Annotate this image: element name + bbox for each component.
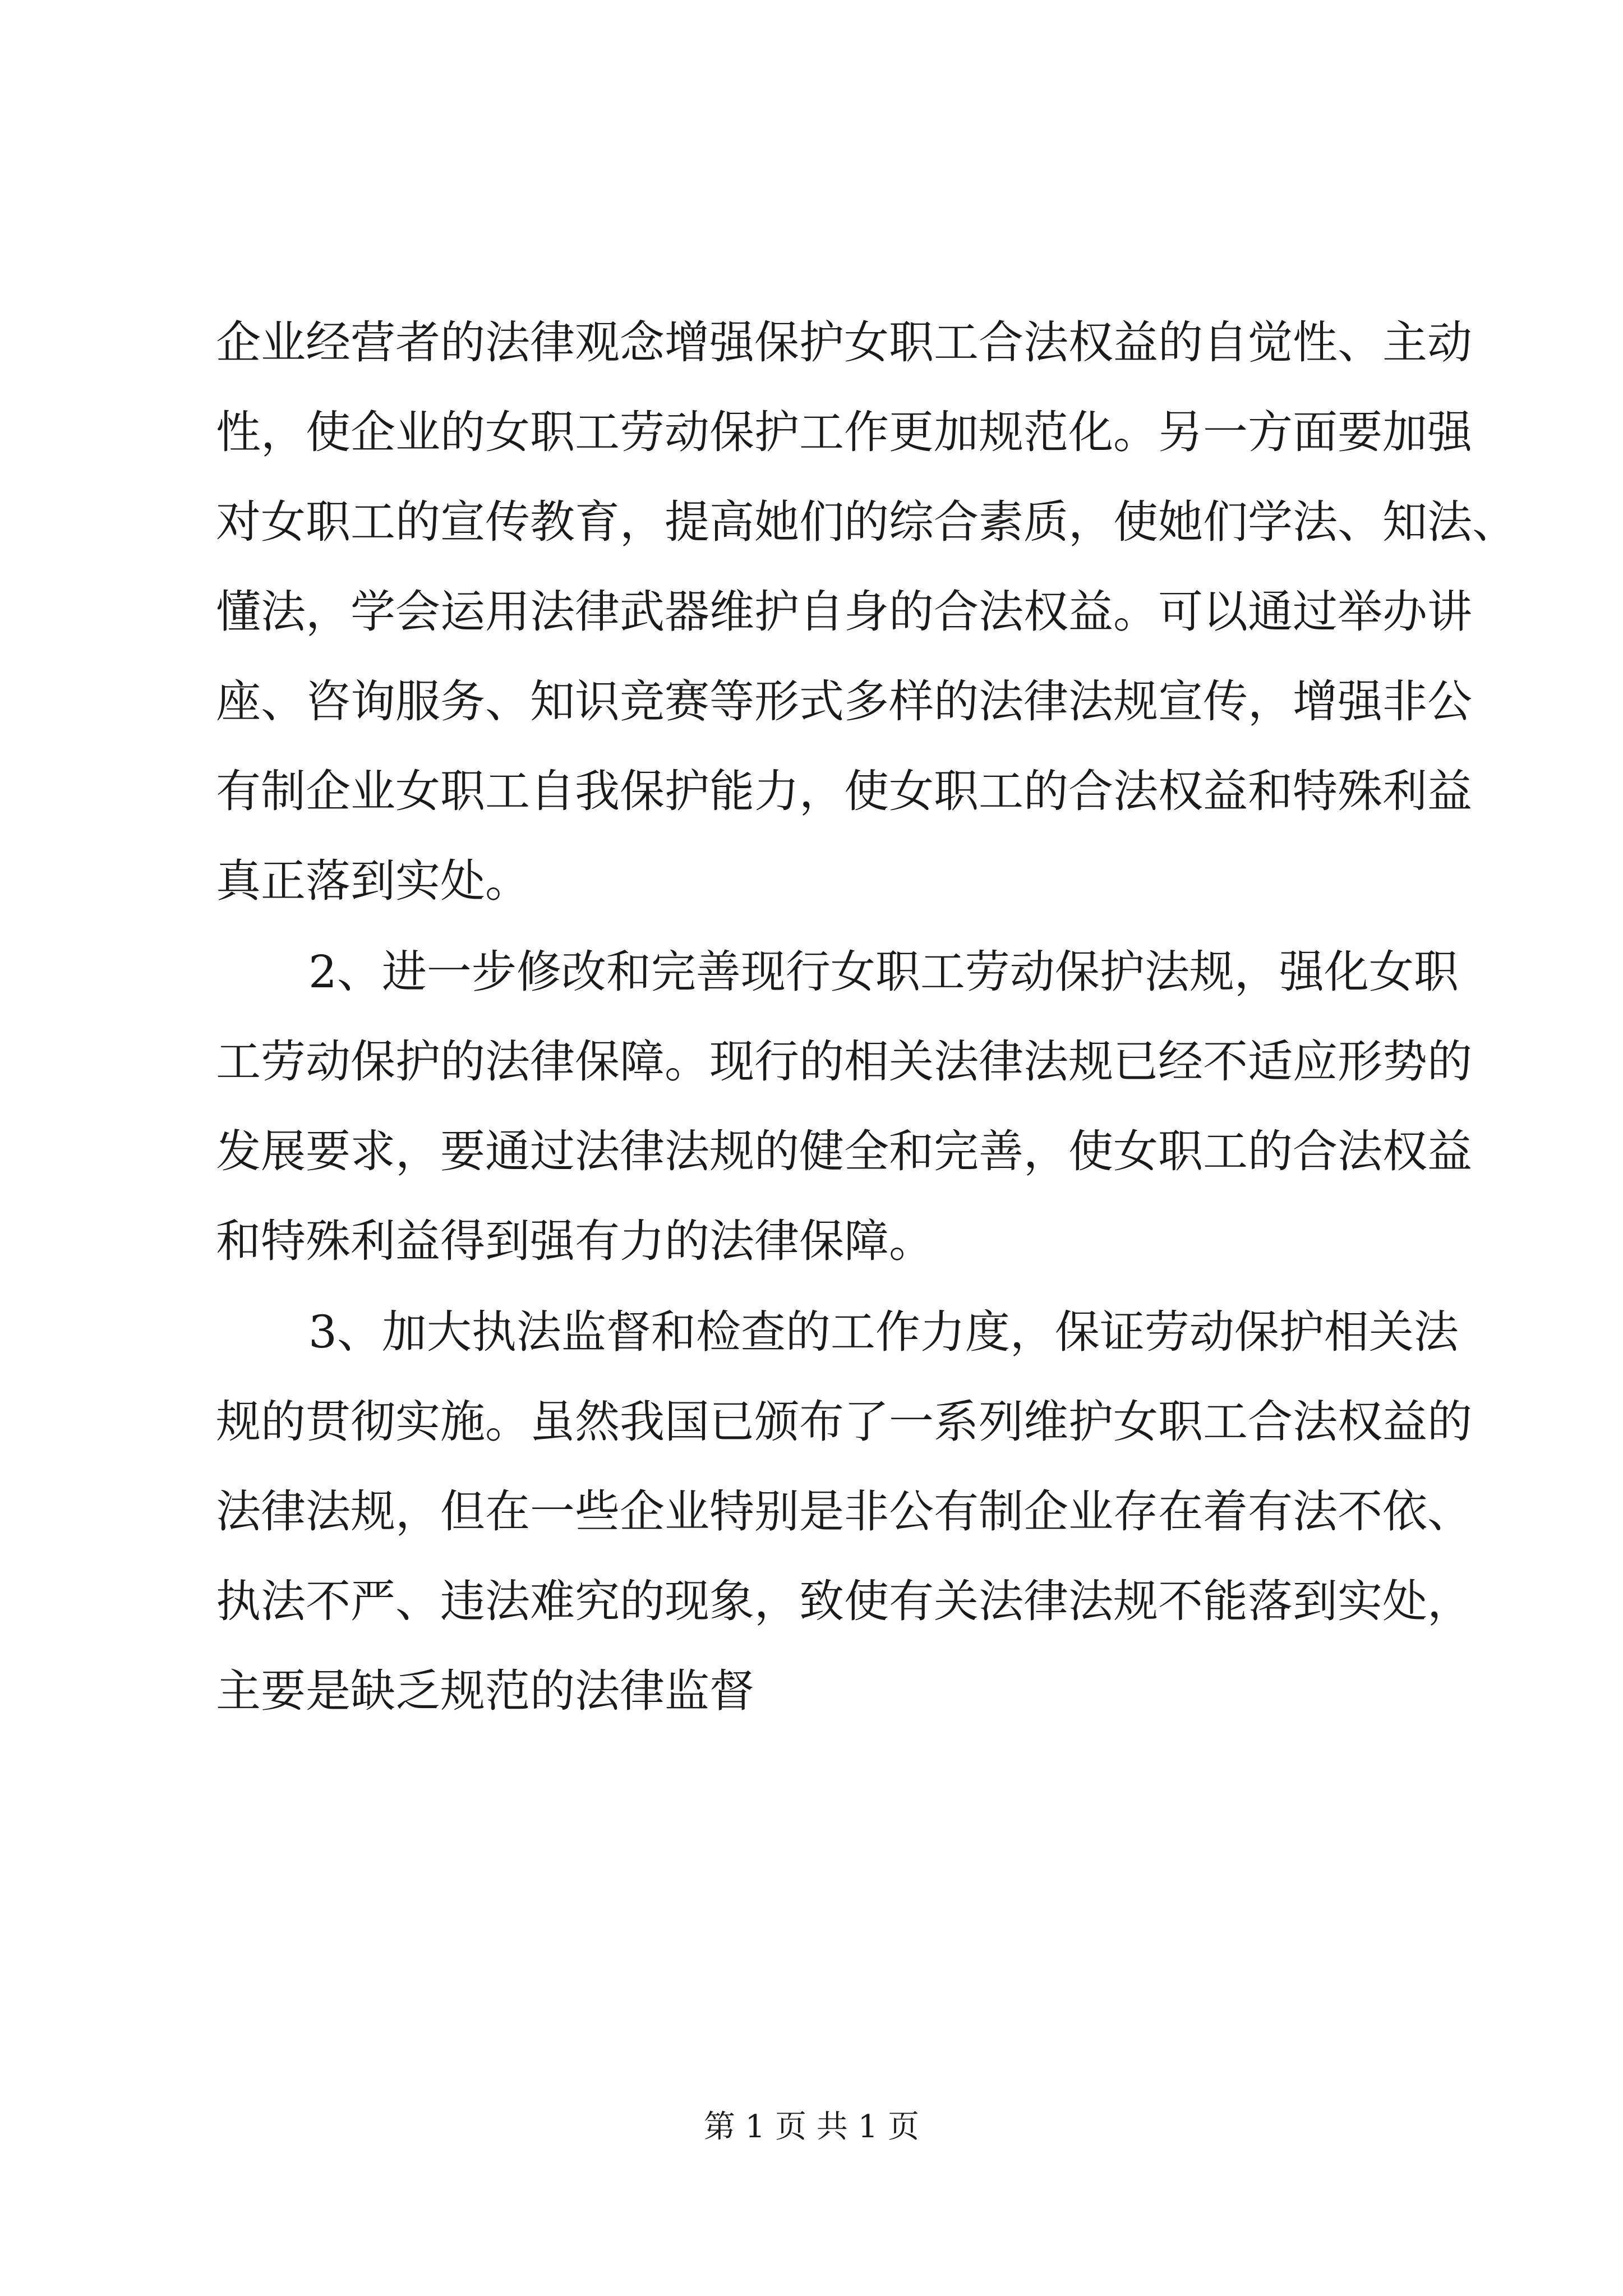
paragraph-2-line-3: 发展要求，要通过法律法规的健全和完善，使女职工的合法权益	[216, 1125, 1472, 1177]
page-number-label: 第 1 页 共 1 页	[703, 2109, 920, 2145]
paragraph-2-line-4: 和特殊利益得到强有力的法律保障。	[216, 1215, 934, 1267]
paragraph-1-line-4: 懂法，学会运用法律武器维护自身的合法权益。可以通过举办讲	[216, 586, 1472, 638]
paragraph-1-line-2: 性，使企业的女职工劳动保护工作更加规范化。另一方面要加强	[216, 406, 1472, 458]
paragraph-3-line-5: 主要是缺乏规范的法律监督	[216, 1665, 754, 1717]
page-footer	[0, 2105, 1623, 2150]
paragraph-1-line-5: 座、咨询服务、知识竞赛等形式多样的法律法规宣传，增强非公	[216, 675, 1472, 728]
paragraph-1-line-1: 企业经营者的法律观念增强保护女职工合法权益的自觉性、主动	[216, 316, 1472, 369]
paragraph-2-line-2: 工劳动保护的法律保障。现行的相关法律法规已经不适应形势的	[216, 1036, 1472, 1088]
paragraph-3-line-3: 法律法规，但在一些企业特别是非公有制企业存在着有法不依、	[216, 1485, 1472, 1538]
paragraph-3-line-4: 执法不严、违法难究的现象，致使有关法律法规不能落到实处，	[216, 1575, 1472, 1627]
paragraph-1-line-3: 对女职工的宣传教育，提高她们的综合素质，使她们学法、知法、	[216, 496, 1517, 548]
paragraph-3-line-1: 3、加大执法监督和检查的工作力度，保证劳动保护相关法	[308, 1306, 1459, 1358]
paragraph-1-line-6: 有制企业女职工自我保护能力，使女职工的合法权益和特殊利益	[216, 765, 1472, 817]
paragraph-2-line-1: 2、进一步修改和完善现行女职工劳动保护法规，强化女职	[308, 946, 1459, 998]
paragraph-3-line-2: 规的贯彻实施。虽然我国已颁布了一系列维护女职工合法权益的	[216, 1396, 1472, 1448]
paragraph-1-line-7: 真正落到实处。	[216, 855, 530, 907]
